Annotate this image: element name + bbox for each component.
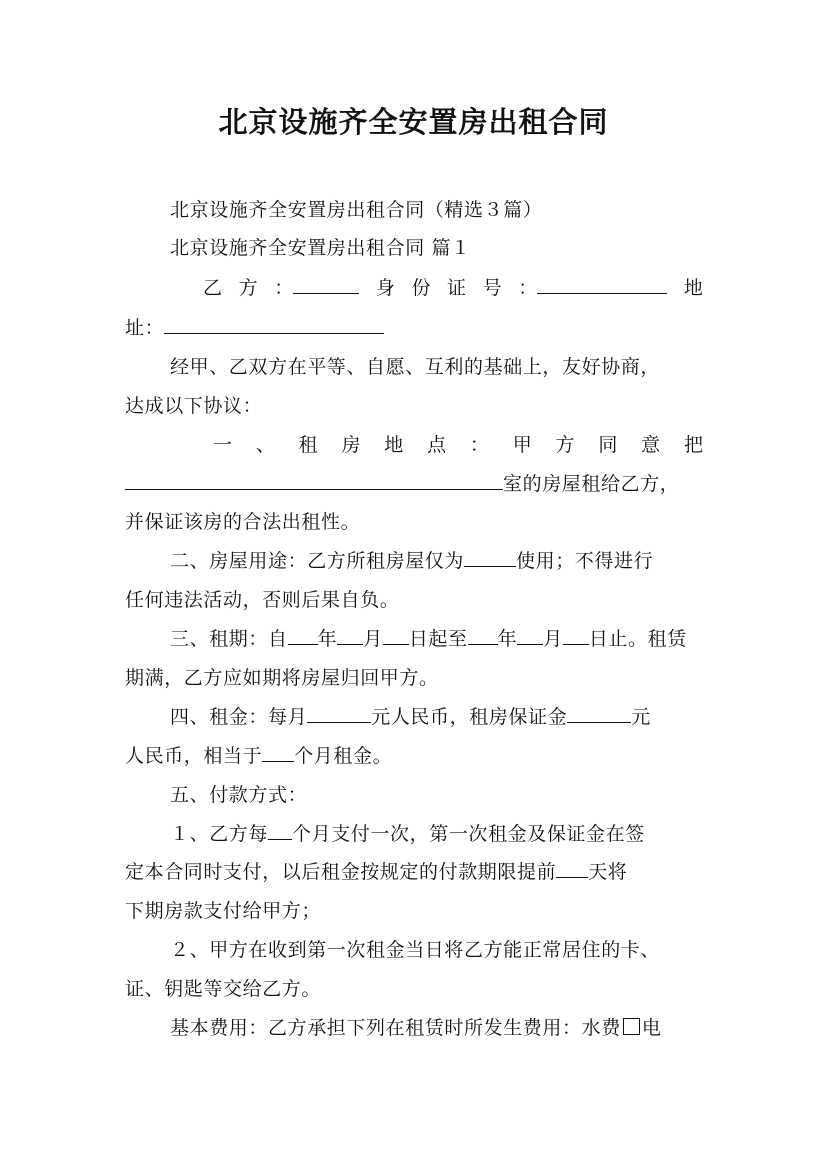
basic-fees-line: 基本费用：乙方承担下列在租赁时所发生费用：水费 电 (170, 1017, 662, 1039)
id-char: 号 (482, 277, 502, 299)
clause1-line-2: 室的房屋租给乙方， (125, 472, 679, 496)
id-number-field: ： (518, 276, 667, 300)
id-char: 身 (375, 277, 395, 299)
party-b-name-field: ： (274, 276, 359, 300)
clause3-line-2: 期满，乙方应如期将房屋归回甲方。 (125, 667, 439, 689)
clause5-item2-line-1: ２、甲方在收到第一次租金当日将乙方能正常居住的卡、 (170, 939, 661, 961)
clause5-item1-line-3: 下期房款支付给甲方； (125, 900, 322, 922)
clause5-item1-line-2: 定本合同时支付，以后租金按规定的付款期限提前 天将 (125, 861, 628, 883)
clause1-line-1: 一 、 租 房 地 点 ： 甲 方 同 意 把 (213, 434, 703, 456)
clause1-line-3: 并保证该房的合法出租性。 (125, 511, 361, 533)
clause4-line-1: 四、租金：每月 元人民币，租房保证金 元 (170, 706, 651, 728)
address-line: 址： (125, 316, 384, 340)
clause3-line-1: 三、租期：自 年 月 日起至 年 月 日止。租赁 (170, 628, 687, 650)
id-char: 份 (411, 277, 431, 299)
address-char: 地 (683, 277, 703, 299)
clause5-item1-line-1: １、乙方每 个月支付一次，第一次租金及保证金在签 (170, 823, 645, 845)
intro-line-2: 达成以下协议： (125, 395, 263, 417)
address-blank (164, 317, 384, 334)
document-subtitle: 北京设施齐全安置房出租合同（精选３篇） (170, 199, 543, 221)
id-char: 证 (447, 277, 467, 299)
section-heading: 北京设施齐全安置房出租合同 篇１ (170, 237, 471, 259)
usage-blank (464, 550, 516, 567)
intro-line-1: 经甲、乙双方在平等、自愿、互利的基础上，友好协商， (170, 356, 661, 378)
clause4-line-2: 人民币，相当于 个月租金。 (125, 745, 393, 767)
clause2-line-2: 任何违法活动，否则后果自负。 (125, 589, 400, 611)
party-b-char: 乙 (203, 277, 223, 299)
party-b-char: 方 (238, 277, 258, 299)
document-title: 北京设施齐全安置房出租合同 (218, 105, 609, 139)
clause5-item2-line-2: 证、钥匙等交给乙方。 (125, 978, 322, 1000)
checkbox-icon (623, 1018, 640, 1035)
party-b-line (203, 276, 703, 300)
clause2-line-1: 二、房屋用途：乙方所租房屋仅为 使用；不得进行 (170, 550, 654, 572)
room-blank (125, 473, 503, 490)
clause5-heading: 五、付款方式： (170, 784, 308, 806)
